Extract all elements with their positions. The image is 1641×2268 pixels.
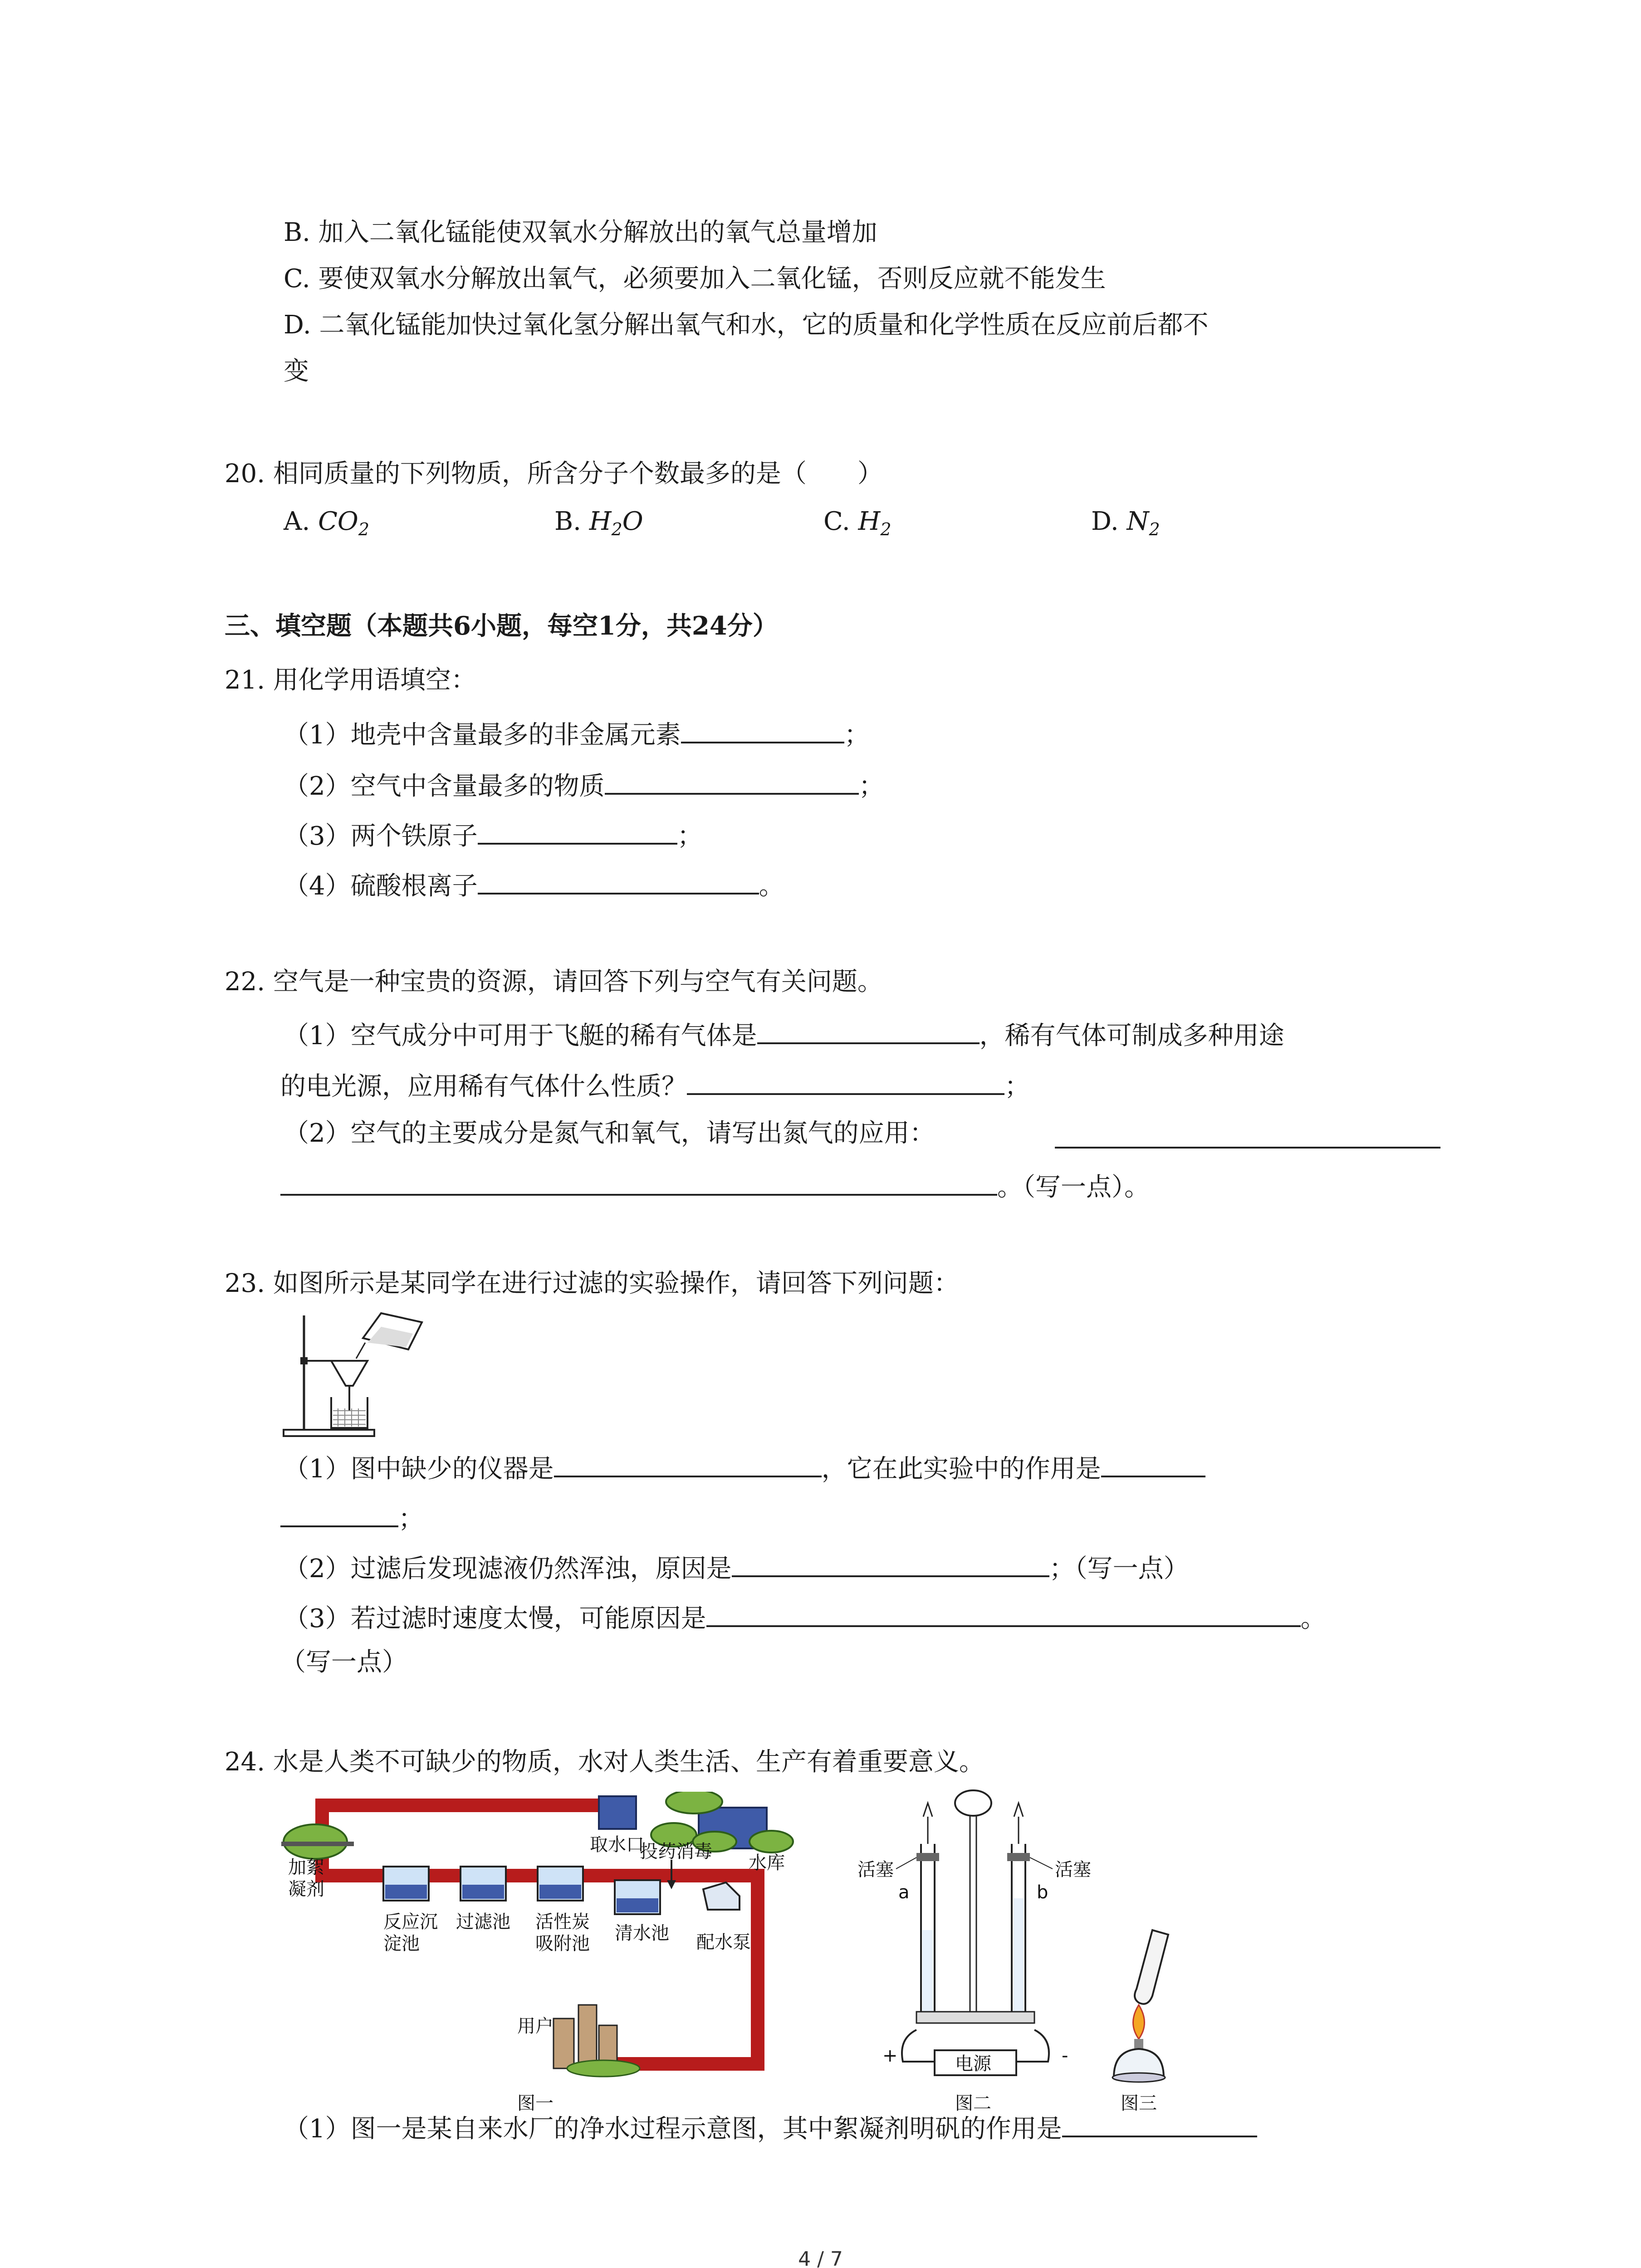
q20-stem: 20. 相同质量的下列物质，所含分子个数最多的是（ ） [225,459,883,489]
q24-part1: （1）图一是某自来水厂的净水过程示意图，其中絮凝剂明矾的作用是 [284,2109,1257,2145]
figure-1-caption: 图一 [517,2093,554,2114]
alcohol-lamp-figure [1089,1923,1198,2123]
answer-blank[interactable] [554,1449,822,1477]
q21-part1: （1）地壳中含量最多的非金属元素 ； [284,715,870,751]
q22-part1-line2: 的电光源，应用稀有气体什么性质？ ； [280,1067,1030,1103]
label-disinfect: 投药消毒 [640,1841,712,1862]
answer-blank[interactable] [1062,2109,1257,2137]
q19-option-c: C. 要使双氧水分解放出氧气，必须要加入二氧化锰，否则反应就不能发生 [284,264,1106,293]
q24-stem: 24. 水是人类不可缺少的物质，水对人类生活、生产有着重要意义。 [225,1747,985,1777]
label-electrode-b: b [1037,1882,1048,1903]
q19-option-d-line1: D. 二氧化锰能加快过氧化氢分解出氧气和水，它的质量和化学性质在反应前后都不 [284,310,1209,340]
q23-part1-line2: ； [280,1499,424,1535]
q23-part2: （2）过滤后发现滤液仍然浑浊，原因是 ；（写一点） [284,1549,1189,1585]
q20-option-a: A. $CO_2$ [284,507,370,540]
label-tank-3b: 吸附池 [535,1933,590,1954]
q23-stem: 23. 如图所示是某同学在进行过滤的实验操作，请回答下列问题： [225,1269,959,1298]
answer-blank[interactable] [280,1168,997,1196]
label-tank-1b: 淀池 [383,1933,420,1954]
page-number: 4 / 7 [798,2248,843,2268]
label-power-supply: 电源 [955,2053,991,2074]
q23-part3: （3）若过滤时速度太慢，可能原因是 。 [284,1599,1326,1635]
q23-part1-line1: （1）图中缺少的仪器是 ，它在此实验中的作用是 [284,1449,1205,1485]
q22-stem: 22. 空气是一种宝贵的资源，请回答下列与空气有关问题。 [225,967,883,997]
answer-blank[interactable] [605,767,859,795]
label-flocculant-2: 凝剂 [288,1879,324,1900]
label-negative: - [1062,2045,1068,2066]
label-valve-right: 活塞 [1055,1859,1091,1880]
water-treatment-diagram [281,1792,808,2118]
q22-part2-line2: 。（写一点）。 [280,1168,1150,1203]
label-valve-left: 活塞 [857,1859,894,1880]
q20-option-c: C. $H_2$ [823,507,892,540]
label-tank-1a: 反应沉 [383,1911,438,1932]
q23-part3-note: （写一点） [280,1647,407,1677]
q21-part4: （4）硫酸根离子 。 [284,866,784,902]
label-tank-4: 清水池 [615,1923,669,1944]
q20-option-d: D. $N_2$ [1091,507,1160,540]
filtration-apparatus-figure [277,1306,436,1442]
answer-blank[interactable] [706,1599,1301,1627]
label-tank-3a: 活性炭 [535,1911,590,1932]
q20-option-b: B. $H_2O$ [554,507,643,540]
label-electrode-a: a [898,1882,910,1903]
label-positive: + [882,2045,898,2066]
label-flocculant-1: 加絮 [288,1857,324,1878]
answer-blank[interactable] [280,1499,398,1527]
answer-blank[interactable] [1101,1449,1205,1477]
electrolysis-apparatus [848,1785,1130,2121]
answer-blank[interactable] [478,866,759,894]
label-users: 用户 [517,2016,554,2037]
answer-blank[interactable] [732,1549,1049,1577]
answer-blank[interactable] [681,715,844,743]
answer-blank[interactable] [478,816,677,845]
q21-part2: （2）空气中含量最多的物质 ； [284,767,884,802]
label-reservoir: 水库 [749,1853,785,1873]
section-heading: 三、填空题（本题共6小题，每空1分，共24分） [225,611,778,641]
answer-blank[interactable] [687,1067,1004,1095]
q22-part2-line1: （2）空气的主要成分是氮气和氧气，请写出氮气的应用： [284,1119,935,1148]
q19-option-b: B. 加入二氧化锰能使双氧水分解放出的氧气总量增加 [284,218,877,247]
q21-part3: （3）两个铁原子 ； [284,816,703,852]
label-tank-2: 过滤池 [456,1911,510,1932]
figure-2-caption: 图二 [955,2093,991,2114]
answer-blank[interactable] [1055,1120,1440,1149]
label-intake: 取水口 [590,1834,644,1855]
q21-stem: 21. 用化学用语填空： [225,665,476,695]
figure-3-caption: 图三 [1121,2093,1157,2114]
q19-option-d-line2: 变 [284,357,309,386]
answer-blank[interactable] [757,1016,980,1044]
label-pump: 配水泵 [696,1932,751,1953]
q22-part1-line1: （1）空气成分中可用于飞艇的稀有气体是 ，稀有气体可制成多种用途 [284,1016,1284,1052]
